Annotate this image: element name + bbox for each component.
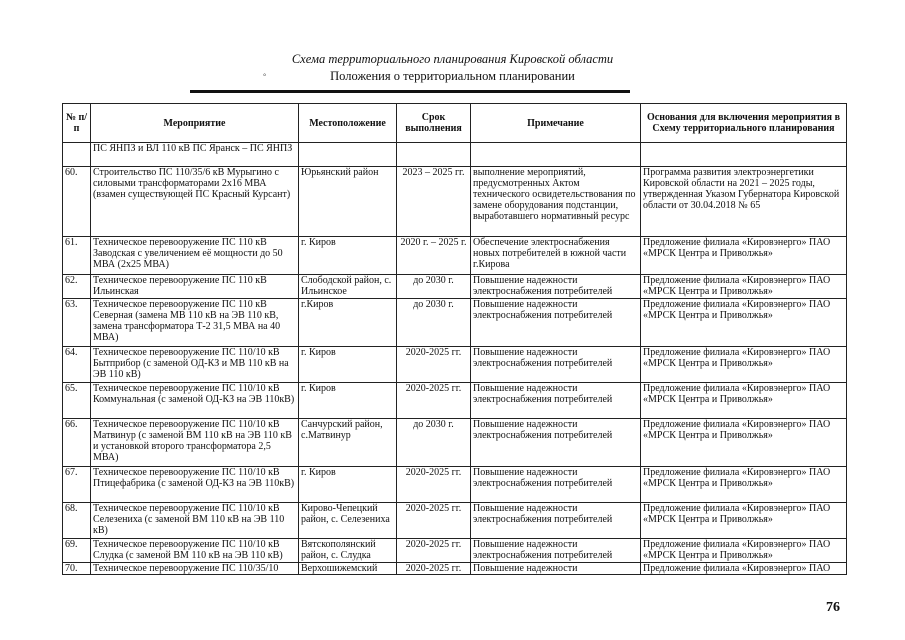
cell-basis: Предложение филиала «Кировэнерго» ПАО «МРСК Центра и Приволжья» [641, 275, 847, 299]
page-number: 76 [826, 600, 840, 615]
cell-term [397, 143, 471, 167]
cell-location: г. Киров [299, 467, 397, 503]
cell-term: до 2030 г. [397, 419, 471, 467]
col-header-num: № п/п [63, 104, 91, 143]
cell-term: 2020-2025 гг. [397, 503, 471, 539]
cell-num: 67. [63, 467, 91, 503]
col-header-basis: Основания для включения мероприятия в Схему территориального планирования [641, 104, 847, 143]
cell-term: 2023 – 2025 гг. [397, 167, 471, 237]
cell-term: до 2030 г. [397, 299, 471, 347]
cell-note: Повышение надежности электроснабжения потребителей [471, 419, 641, 467]
cell-num: 70. [63, 563, 91, 575]
cell-event: Техническое перевооружение ПС 110 кВ Ильинская [91, 275, 299, 299]
cell-num: 68. [63, 503, 91, 539]
cell-location: г. Киров [299, 237, 397, 275]
cell-location: г. Киров [299, 383, 397, 419]
col-header-event: Мероприятие [91, 104, 299, 143]
document-subtitle: Положения о территориальном планировании [330, 69, 575, 83]
cell-event: Техническое перевооружение ПС 110/10 кВ Коммунальная (с заменой ОД-КЗ на ЭВ 110кВ) [91, 383, 299, 419]
cell-event: Техническое перевооружение ПС 110 кВ Заводская с увеличением её мощности до 50 МВА (2х25 МВА) [91, 237, 299, 275]
cell-basis: Предложение филиала «Кировэнерго» ПАО «МРСК Центра и Приволжья» [641, 299, 847, 347]
cell-location: Санчурский район, с.Матвинур [299, 419, 397, 467]
col-header-location: Местоположение [299, 104, 397, 143]
cell-basis: Предложение филиала «Кировэнерго» ПАО «МРСК Центра и Приволжья» [641, 503, 847, 539]
cell-event: Техническое перевооружение ПС 110/10 кВ Бытприбор (с заменой ОД-КЗ и МВ 110 кВ на ЭВ 110 кВ) [91, 347, 299, 383]
cell-num: 63. [63, 299, 91, 347]
cell-event: Техническое перевооружение ПС 110/10 кВ Слудка (с заменой ВМ 110 кВ на ЭВ 110 кВ) [91, 539, 299, 563]
header-rule [190, 90, 630, 93]
cell-event: Строительство ПС 110/35/6 кВ Мурыгино с силовыми трансформаторами 2х16 МВА (взамен существующей ПС Красный Курсант) [91, 167, 299, 237]
cell-note: Повышение надежности электроснабжения потребителей [471, 299, 641, 347]
table-row [63, 503, 847, 539]
table-row [63, 467, 847, 503]
cell-term: 2020-2025 гг. [397, 467, 471, 503]
table-row [63, 539, 847, 563]
cell-basis: Предложение филиала «Кировэнерго» ПАО «МРСК Центра и Приволжья» [641, 467, 847, 503]
cell-note: Повышение надежности электроснабжения потребителей [471, 467, 641, 503]
document-header [0, 52, 905, 84]
cell-num: 66. [63, 419, 91, 467]
cell-note: Повышение надежности электроснабжения потребителей [471, 503, 641, 539]
cell-event: Техническое перевооружение ПС 110/10 кВ Птицефабрика (с заменой ОД-КЗ на ЭВ 110кВ) [91, 467, 299, 503]
table-row [63, 167, 847, 237]
cell-event: Техническое перевооружение ПС 110 кВ Северная (замена МВ 110 кВ на ЭВ 110 кВ, замена трансформатора Т-2 31,5 МВА на 40 МВА) [91, 299, 299, 347]
table-row [63, 419, 847, 467]
cell-basis [641, 143, 847, 167]
cell-location [299, 143, 397, 167]
cell-note: Повышение надежности [471, 563, 641, 575]
cell-num: 64. [63, 347, 91, 383]
cell-location: Верхошижемский [299, 563, 397, 575]
cell-note: Повышение надежности электроснабжения потребителей [471, 347, 641, 383]
table-row [63, 299, 847, 347]
cell-location: г. Киров [299, 347, 397, 383]
cell-basis: Программа развития электроэнергетики Кировской области на 2021 – 2025 годы, утвержденная Указом Губернатора Кировской области от 30.04.2018 № 65 [641, 167, 847, 237]
document-title: Схема территориального планирования Кировской области [291, 52, 614, 66]
cell-location: Слободской район, с. Ильинское [299, 275, 397, 299]
col-header-term: Срок выполнения [397, 104, 471, 143]
cell-event: Техническое перевооружение ПС 110/10 кВ Матвинур (с заменой ВМ 110 кВ на ЭВ 110 кВ и установкой второго трансформатора 2,5 МВА) [91, 419, 299, 467]
cell-location: Юрьянский район [299, 167, 397, 237]
measures-table [62, 103, 847, 575]
cell-location: г.Киров [299, 299, 397, 347]
cell-basis: Предложение филиала «Кировэнерго» ПАО «МРСК Центра и Приволжья» [641, 539, 847, 563]
cell-event: Техническое перевооружение ПС 110/35/10 [91, 563, 299, 575]
cell-basis: Предложение филиала «Кировэнерго» ПАО [641, 563, 847, 575]
table-header-row [63, 104, 847, 143]
cell-term: 2020-2025 гг. [397, 539, 471, 563]
cell-term: 2020-2025 гг. [397, 347, 471, 383]
cell-num: 60. [63, 167, 91, 237]
cell-term: 2020-2025 гг. [397, 563, 471, 575]
cell-num: 62. [63, 275, 91, 299]
table-row [63, 347, 847, 383]
cell-event: ПС ЯНПЗ и ВЛ 110 кВ ПС Яранск – ПС ЯНПЗ [91, 143, 299, 167]
table-row [63, 563, 847, 575]
cell-location: Вятскополянский район, с. Слудка [299, 539, 397, 563]
cell-note: Обеспечение электроснабжения новых потребителей в южной части г.Кирова [471, 237, 641, 275]
cell-basis: Предложение филиала «Кировэнерго» ПАО «МРСК Центра и Приволжья» [641, 383, 847, 419]
table-row [63, 275, 847, 299]
table-row [63, 237, 847, 275]
cell-num: 69. [63, 539, 91, 563]
cell-event: Техническое перевооружение ПС 110/10 кВ Селезениха (с заменой ВМ 110 кВ на ЭВ 110 кВ) [91, 503, 299, 539]
cell-num: 65. [63, 383, 91, 419]
cell-basis: Предложение филиала «Кировэнерго» ПАО «МРСК Центра и Приволжья» [641, 419, 847, 467]
cell-term: 2020-2025 гг. [397, 383, 471, 419]
cell-note [471, 143, 641, 167]
cell-term: до 2030 г. [397, 275, 471, 299]
cell-num: 61. [63, 237, 91, 275]
cell-location: Кирово-Чепецкий район, с. Селезениха [299, 503, 397, 539]
cell-note: Повышение надежности электроснабжения потребителей [471, 383, 641, 419]
cell-basis: Предложение филиала «Кировэнерго» ПАО «МРСК Центра и Приволжья» [641, 347, 847, 383]
cell-num [63, 143, 91, 167]
table-row [63, 143, 847, 167]
cell-term: 2020 г. – 2025 г. [397, 237, 471, 275]
scan-speck: ° [263, 72, 267, 81]
cell-note: Повышение надежности электроснабжения потребителей [471, 539, 641, 563]
col-header-note: Примечание [471, 104, 641, 143]
cell-basis: Предложение филиала «Кировэнерго» ПАО «МРСК Центра и Приволжья» [641, 237, 847, 275]
cell-note: выполнение мероприятий, предусмотренных Актом технического освидетельствования по замене оборудования подстанции, выработавшего нормативный ресурс [471, 167, 641, 237]
table-row [63, 383, 847, 419]
cell-note: Повышение надежности электроснабжения потребителей [471, 275, 641, 299]
